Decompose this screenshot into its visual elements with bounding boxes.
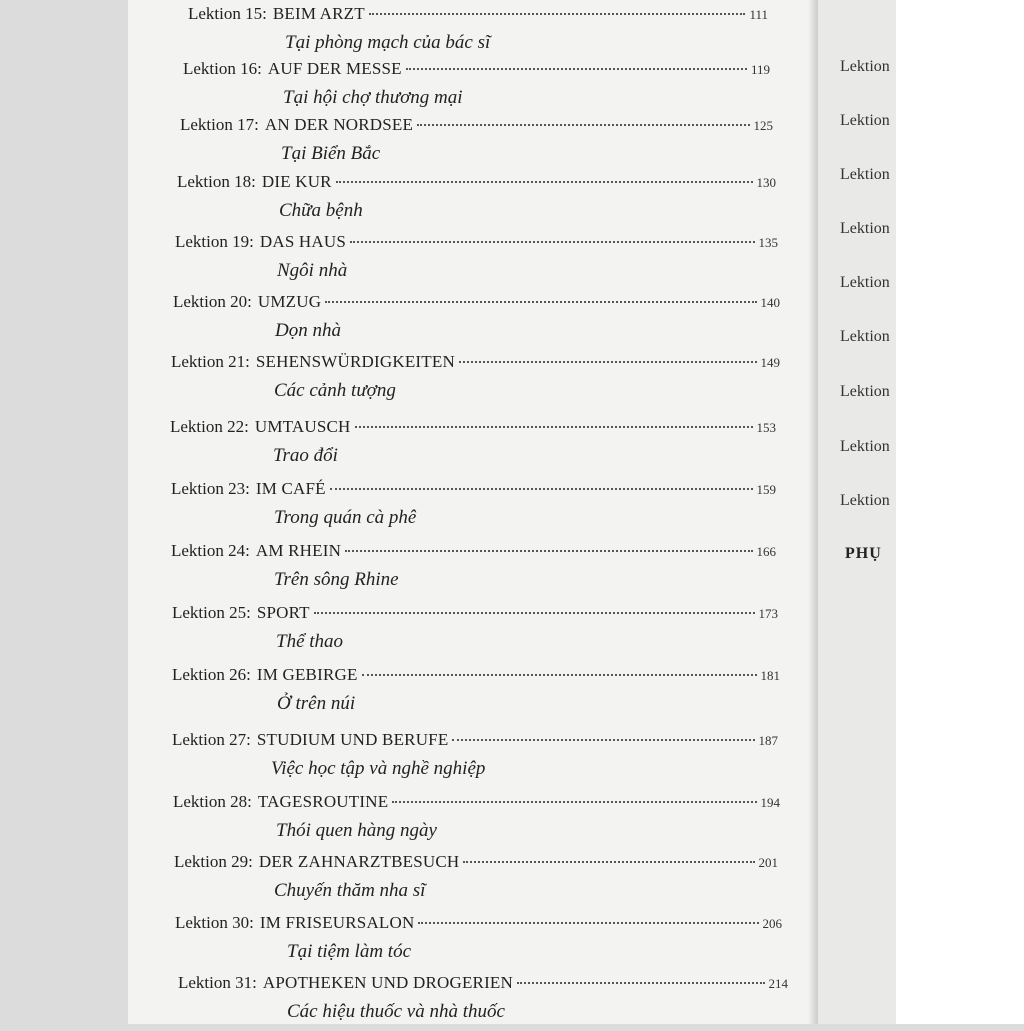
lesson-number: Lektion 31: [178, 973, 257, 992]
toc-entry-line [172, 603, 778, 629]
toc-entry-line [171, 541, 776, 567]
dot-leader [330, 488, 753, 490]
lesson-subtitle: Trên sông Rhine [274, 569, 399, 590]
page-number: 125 [753, 118, 773, 133]
toc-entry [180, 115, 773, 173]
lesson-title: UMTAUSCH [254, 417, 351, 436]
lesson-title: APOTHEKEN UND DROGERIEN [262, 973, 513, 992]
lesson-title: DIE KUR [261, 172, 332, 191]
toc-entry [173, 292, 780, 350]
toc-entry-line [175, 232, 778, 258]
toc-entry [177, 172, 776, 230]
page-number: 173 [758, 606, 778, 621]
dot-leader [418, 922, 758, 924]
lesson-number: Lektion 30: [175, 913, 254, 932]
lesson-number: Lektion 16: [183, 59, 262, 78]
right-page-lektion-fragment: Lektion [840, 112, 890, 129]
lesson-number: Lektion 25: [172, 603, 251, 622]
lesson-title: UMZUG [257, 292, 322, 311]
page-number: 130 [756, 175, 776, 190]
lesson-title: TAGESROUTINE [257, 792, 389, 811]
toc-entry-line [172, 665, 780, 691]
right-page [818, 0, 896, 1024]
lesson-subtitle: Chữa bệnh [279, 200, 363, 221]
toc-entry [171, 479, 776, 537]
lesson-title: SPORT [256, 603, 310, 622]
lesson-title: STUDIUM UND BERUFE [256, 730, 449, 749]
page-number: 181 [760, 668, 780, 683]
toc-entry-line [170, 417, 776, 443]
lesson-title: IM GEBIRGE [256, 665, 358, 684]
toc-entry [175, 232, 778, 290]
dot-leader [517, 982, 765, 984]
lesson-title: DER ZAHNARZTBESUCH [258, 852, 460, 871]
dot-leader [369, 13, 746, 15]
dot-leader [406, 68, 747, 70]
lesson-number: Lektion 20: [173, 292, 252, 311]
toc-entry [188, 4, 768, 62]
lesson-subtitle: Các cảnh tượng [274, 380, 396, 401]
lesson-number: Lektion 28: [173, 792, 252, 811]
toc-entry-line [171, 479, 776, 505]
dot-leader [314, 612, 755, 614]
lesson-number: Lektion 27: [172, 730, 251, 749]
toc-entry [171, 541, 776, 599]
dot-leader [392, 801, 756, 803]
lesson-number: Lektion 17: [180, 115, 259, 134]
lesson-title: BEIM ARZT [272, 4, 365, 23]
lesson-number: Lektion 19: [175, 232, 254, 251]
lesson-subtitle: Trao đổi [273, 445, 338, 466]
page-number: 166 [756, 544, 776, 559]
toc-entry [172, 665, 780, 723]
dot-leader [463, 861, 754, 863]
toc-entry-line [172, 730, 778, 756]
lesson-title: AN DER NORDSEE [264, 115, 414, 134]
right-page-lektion-fragment: Lektion [840, 492, 890, 509]
dot-leader [350, 241, 754, 243]
right-page-lektion-fragment: Lektion [840, 274, 890, 291]
lesson-subtitle: Thói quen hàng ngày [276, 820, 437, 841]
dot-leader [336, 181, 753, 183]
toc-entry-line [183, 59, 770, 85]
toc-entry-line [178, 973, 788, 999]
toc-entry-line [173, 292, 780, 318]
right-page-lektion-fragment: Lektion [840, 166, 890, 183]
toc-entry [171, 352, 780, 410]
right-page-lektion-fragment: Lektion [840, 328, 890, 345]
page-number: 201 [758, 855, 778, 870]
lesson-subtitle: Các hiệu thuốc và nhà thuốc [287, 1001, 505, 1022]
dot-leader [459, 361, 757, 363]
dot-leader [345, 550, 752, 552]
page-number: 111 [749, 7, 768, 22]
lesson-subtitle: Dọn nhà [275, 320, 341, 341]
dot-leader [355, 426, 753, 428]
page-number: 194 [760, 795, 780, 810]
lesson-subtitle: Tại phòng mạch của bác sĩ [285, 32, 491, 53]
dot-leader [452, 739, 754, 741]
lesson-subtitle: Thể thao [276, 631, 344, 652]
lesson-number: Lektion 18: [177, 172, 256, 191]
lesson-number: Lektion 15: [188, 4, 267, 23]
dot-leader [325, 301, 756, 303]
lesson-subtitle: Tại hội chợ thương mại [283, 87, 463, 108]
lesson-subtitle: Trong quán cà phê [274, 507, 417, 528]
lesson-title: AM RHEIN [255, 541, 342, 560]
lesson-number: Lektion 29: [174, 852, 253, 871]
dot-leader [417, 124, 749, 126]
toc-entry [170, 417, 776, 475]
right-page-lektion-fragment: Lektion [840, 220, 890, 237]
lesson-title: IM CAFÉ [255, 479, 326, 498]
toc-entry-line [175, 913, 782, 939]
page-number: 159 [756, 482, 776, 497]
lesson-subtitle: Ngôi nhà [277, 260, 348, 281]
page-number: 140 [760, 295, 780, 310]
lesson-number: Lektion 21: [171, 352, 250, 371]
toc-entry [178, 973, 788, 1031]
right-page-lektion-fragment: Lektion [840, 58, 890, 75]
lesson-subtitle: Chuyến thăm nha sĩ [274, 880, 426, 901]
lesson-number: Lektion 26: [172, 665, 251, 684]
lesson-title: IM FRISEURSALON [259, 913, 415, 932]
lesson-subtitle: Ở trên núi [277, 693, 356, 714]
toc-entry-line [171, 352, 780, 378]
lesson-number: Lektion 24: [171, 541, 250, 560]
lesson-title: SEHENSWÜRDIGKEITEN [255, 352, 455, 371]
toc-entry [174, 852, 778, 910]
page-number: 119 [750, 62, 770, 77]
background-strip [896, 0, 1024, 1024]
toc-entry [175, 913, 782, 971]
right-page-phu-heading: PHỤ [845, 545, 882, 562]
toc-entry-line [174, 852, 778, 878]
toc-entry-line [177, 172, 776, 198]
page-number: 135 [758, 235, 778, 250]
page-number: 187 [758, 733, 778, 748]
page-number: 214 [768, 976, 788, 991]
right-page-lektion-fragment: Lektion [840, 383, 890, 400]
toc-entry-line [180, 115, 773, 141]
lesson-subtitle: Tại Biển Bắc [281, 143, 381, 164]
toc-entry [173, 792, 780, 850]
toc-entry-line [188, 4, 768, 30]
page-number: 149 [760, 355, 780, 370]
dot-leader [362, 674, 757, 676]
toc-entry [172, 730, 778, 788]
page-number: 153 [756, 420, 776, 435]
lesson-number: Lektion 22: [170, 417, 249, 436]
lesson-title: DAS HAUS [259, 232, 347, 251]
lesson-subtitle: Tại tiệm làm tóc [287, 941, 412, 962]
lesson-title: AUF DER MESSE [267, 59, 402, 78]
toc-entry-line [173, 792, 780, 818]
lesson-number: Lektion 23: [171, 479, 250, 498]
lesson-subtitle: Việc học tập và nghề nghiệp [271, 758, 486, 779]
left-page [128, 0, 818, 1024]
right-page-lektion-fragment: Lektion [840, 438, 890, 455]
page-number: 206 [762, 916, 782, 931]
toc-entry [172, 603, 778, 661]
toc-entry [183, 59, 770, 117]
